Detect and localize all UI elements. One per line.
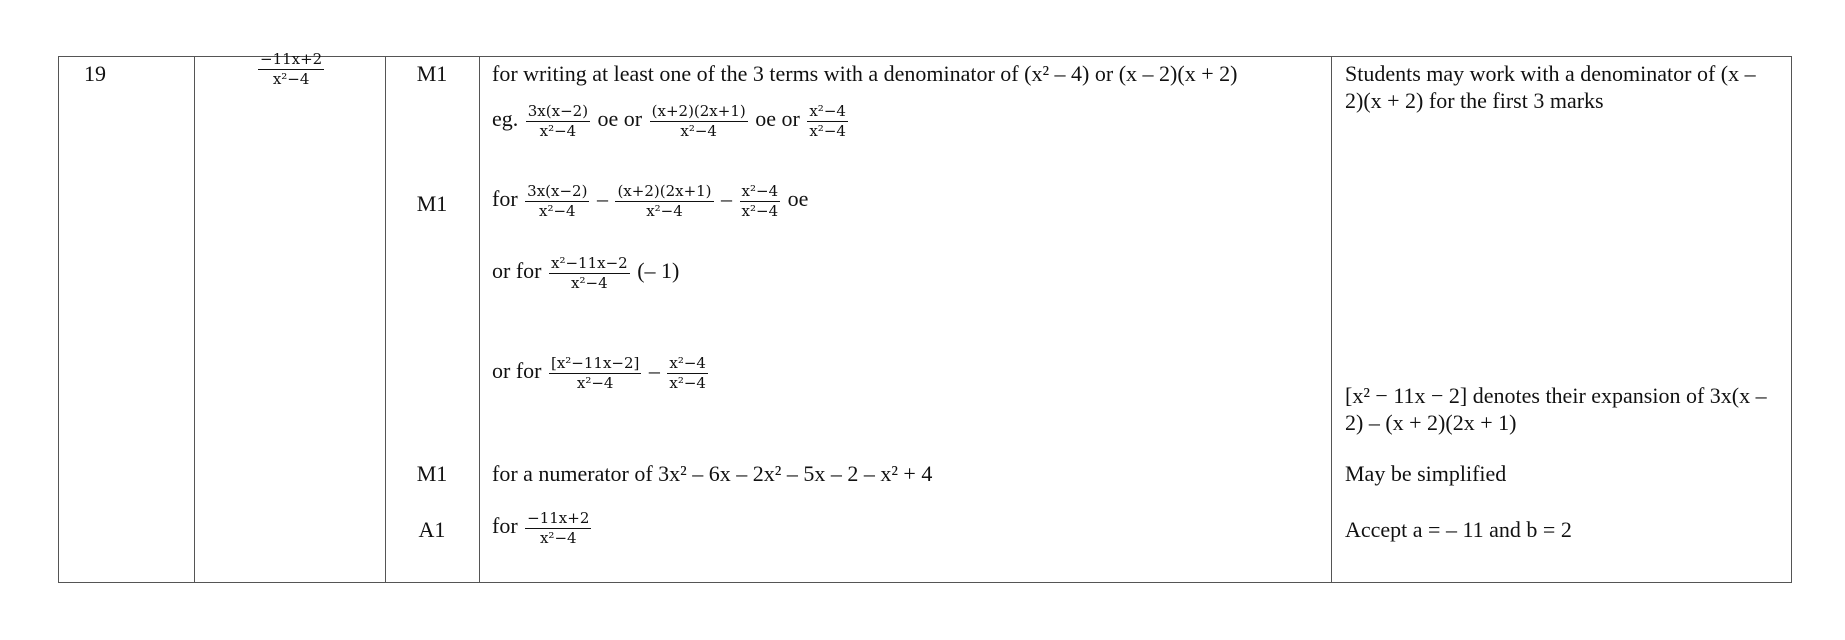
fraction-numerator: −11x+2 xyxy=(527,509,590,527)
separator-text: oe or xyxy=(597,106,643,132)
guidance-note: Students may work with a denominator of (x – 2)(x + 2) for the first 3 marks xyxy=(1345,61,1756,113)
column-divider xyxy=(385,57,386,582)
mark-code: A1 xyxy=(418,517,446,542)
row2-line-b xyxy=(492,255,679,291)
mark-code: M1 xyxy=(416,461,448,486)
fraction-numerator: (x+2)(2x+1) xyxy=(617,182,712,200)
answer-denominator: x²−4 xyxy=(272,69,310,88)
fraction xyxy=(650,103,748,139)
fraction-denominator: x²−4 xyxy=(539,201,576,220)
fraction-denominator: x²−4 xyxy=(680,121,717,140)
fraction xyxy=(525,510,591,546)
answer-numerator: −11x+2 xyxy=(260,50,323,68)
guidance-note: [x² − 11x − 2] denotes their expansion of 3x(x – 2) – (x + 2)(2x + 1) xyxy=(1345,383,1767,435)
row1-examples xyxy=(492,103,850,139)
fraction-numerator: 3x(x−2) xyxy=(527,182,588,200)
fraction-denominator: x²−4 xyxy=(669,373,706,392)
minus-sign: – xyxy=(596,186,608,212)
fraction-numerator: x²−4 xyxy=(669,354,706,372)
suffix-text: (– 1) xyxy=(637,258,680,284)
column-divider xyxy=(479,57,480,582)
row2-line-a xyxy=(492,183,808,219)
fraction-numerator: [x²−11x−2] xyxy=(550,354,640,372)
suffix-text: oe xyxy=(787,186,809,212)
mark-code: M1 xyxy=(416,61,448,86)
fraction-numerator: x²−4 xyxy=(809,102,846,120)
row3-text: for a numerator of 3x² – 6x – 2x² – 5x – 2 – x² + 4 xyxy=(492,461,933,486)
prefix-text: for xyxy=(492,186,518,212)
column-divider xyxy=(194,57,195,582)
fraction xyxy=(525,183,589,219)
fraction-numerator: x²−11x−2 xyxy=(550,254,628,272)
fraction xyxy=(549,355,641,391)
separator-text: oe or xyxy=(755,106,800,132)
fraction-numerator: (x+2)(2x+1) xyxy=(651,102,746,120)
question-number: 19 xyxy=(84,61,106,86)
fraction xyxy=(740,183,781,219)
minus-sign: – xyxy=(721,186,733,212)
answer-cell xyxy=(256,51,326,87)
minus-sign: – xyxy=(648,358,660,384)
fraction-denominator: x²−4 xyxy=(741,201,779,220)
fraction-denominator: x²−4 xyxy=(571,273,608,292)
row1-text: for writing at least one of the 3 terms with a denominator of (x² – 4) or (x – 2)(x + 2) xyxy=(492,61,1238,86)
row2-line-c xyxy=(492,355,710,391)
examples-prefix: eg. xyxy=(492,106,519,132)
guidance-note: Accept a = – 11 and b = 2 xyxy=(1345,517,1572,542)
guidance-note: May be simplified xyxy=(1345,461,1507,486)
fraction-denominator: x²−4 xyxy=(539,121,577,140)
mark-scheme-table xyxy=(58,50,1792,583)
fraction xyxy=(807,103,848,139)
fraction-numerator: 3x(x−2) xyxy=(527,102,589,120)
prefix-text: or for xyxy=(492,258,542,284)
fraction xyxy=(549,255,630,291)
fraction-denominator: x²−4 xyxy=(646,201,683,220)
column-divider xyxy=(1331,57,1332,582)
fraction xyxy=(667,355,708,391)
fraction xyxy=(615,183,713,219)
prefix-text: or for xyxy=(492,358,542,384)
fraction-denominator: x²−4 xyxy=(539,528,577,547)
row4-final-answer xyxy=(492,510,593,546)
answer-fraction xyxy=(258,51,324,87)
fraction xyxy=(526,103,590,139)
prefix-text: for xyxy=(492,513,518,539)
fraction-numerator: x²−4 xyxy=(741,182,779,200)
fraction-denominator: x²−4 xyxy=(809,121,846,140)
mark-code: M1 xyxy=(416,191,448,216)
fraction-denominator: x²−4 xyxy=(576,373,614,392)
